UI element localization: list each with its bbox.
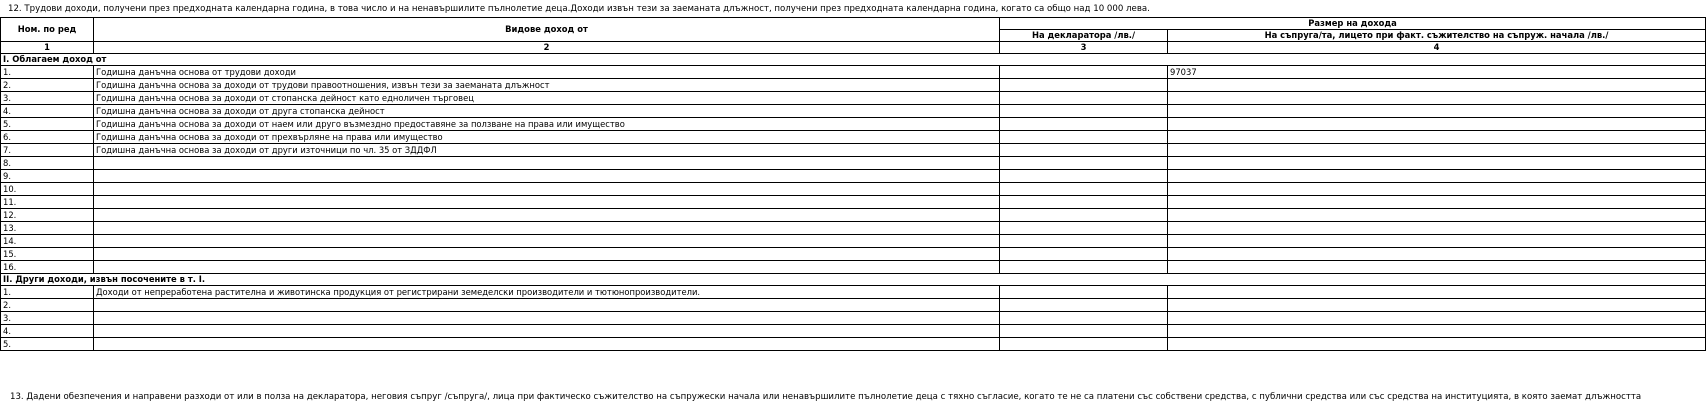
spouse-amount — [1168, 170, 1706, 183]
row-number: 5. — [1, 338, 94, 351]
spouse-amount — [1168, 235, 1706, 248]
table-row — [1, 118, 1706, 131]
declarant-amount — [1000, 235, 1168, 248]
section-12-heading: 12. Трудови доходи, получени през предходната календарна година, в това число и на ненавършилите пълнолетие деца.Доходи извън тези за заеманата длъжност, получени през предходната календарна година, когато са общо над 10 000 лева. — [8, 4, 1150, 14]
row-label — [94, 222, 1000, 235]
declarant-amount — [1000, 92, 1168, 105]
row-number: 12. — [1, 209, 94, 222]
col-index: 1 — [1, 42, 94, 54]
table-row — [1, 157, 1706, 170]
spouse-amount — [1168, 144, 1706, 157]
declarant-amount — [1000, 338, 1168, 351]
col-header-income-type: Видове доход от — [94, 18, 1000, 42]
row-label — [94, 209, 1000, 222]
row-label: Годишна данъчна основа за доходи от други източници по чл. 35 от ЗДДФЛ — [94, 144, 1000, 157]
declarant-amount — [1000, 144, 1168, 157]
row-number: 14. — [1, 235, 94, 248]
col-index: 4 — [1168, 42, 1706, 54]
row-number: 15. — [1, 248, 94, 261]
spouse-amount — [1168, 92, 1706, 105]
table-row — [1, 131, 1706, 144]
spouse-amount — [1168, 312, 1706, 325]
row-number: 5. — [1, 118, 94, 131]
table-row — [1, 286, 1706, 299]
spouse-amount — [1168, 222, 1706, 235]
table-row — [1, 183, 1706, 196]
table-row — [1, 170, 1706, 183]
section-title: II. Други доходи, извън посочените в т. I. — [1, 274, 1706, 286]
row-number: 4. — [1, 105, 94, 118]
row-number: 7. — [1, 144, 94, 157]
spouse-amount — [1168, 299, 1706, 312]
spouse-amount — [1168, 286, 1706, 299]
declarant-amount — [1000, 209, 1168, 222]
declarant-amount — [1000, 131, 1168, 144]
row-label — [94, 157, 1000, 170]
table-row — [1, 209, 1706, 222]
row-number: 16. — [1, 261, 94, 274]
spouse-amount — [1168, 131, 1706, 144]
col-index: 3 — [1000, 42, 1168, 54]
declarant-amount — [1000, 196, 1168, 209]
table-row — [1, 261, 1706, 274]
declarant-amount — [1000, 299, 1168, 312]
declarant-amount — [1000, 286, 1168, 299]
spouse-amount: 97037 — [1168, 66, 1706, 79]
row-number: 10. — [1, 183, 94, 196]
col-header-declarant: На декларатора /лв./ — [1000, 30, 1168, 42]
row-number: 2. — [1, 299, 94, 312]
spouse-amount — [1168, 325, 1706, 338]
table-row — [1, 105, 1706, 118]
row-label — [94, 183, 1000, 196]
row-number: 13. — [1, 222, 94, 235]
declarant-amount — [1000, 105, 1168, 118]
declarant-amount — [1000, 222, 1168, 235]
spouse-amount — [1168, 79, 1706, 92]
col-index: 2 — [94, 42, 1000, 54]
row-label — [94, 170, 1000, 183]
declarant-amount — [1000, 248, 1168, 261]
table-row — [1, 144, 1706, 157]
table-row — [1, 66, 1706, 79]
declarant-amount — [1000, 261, 1168, 274]
spouse-amount — [1168, 183, 1706, 196]
declarant-amount — [1000, 157, 1168, 170]
table-row — [1, 299, 1706, 312]
row-label — [94, 261, 1000, 274]
spouse-amount — [1168, 196, 1706, 209]
row-number: 2. — [1, 79, 94, 92]
table-row — [1, 248, 1706, 261]
declarant-amount — [1000, 79, 1168, 92]
table-row — [1, 325, 1706, 338]
declarant-amount — [1000, 183, 1168, 196]
row-label: Доходи от непреработена растителна и животинска продукция от регистрирани земеделски производители и тютюнопроизводители. — [94, 286, 1000, 299]
row-number: 1. — [1, 286, 94, 299]
col-header-number: Ном. по ред — [1, 18, 94, 42]
row-label: Годишна данъчна основа за доходи от наем или друго възмездно предоставяне за ползване на права или имущество — [94, 118, 1000, 131]
table-row — [1, 92, 1706, 105]
row-number: 3. — [1, 312, 94, 325]
row-number: 9. — [1, 170, 94, 183]
table-row — [1, 79, 1706, 92]
row-number: 6. — [1, 131, 94, 144]
section-row — [1, 274, 1706, 286]
row-label: Годишна данъчна основа за доходи от трудови правоотношения, извън тези за заеманата длъжност — [94, 79, 1000, 92]
spouse-amount — [1168, 261, 1706, 274]
income-table — [0, 17, 1706, 351]
spouse-amount — [1168, 209, 1706, 222]
section-13-heading: 13. Дадени обезпечения и направени разходи от или в полза на декларатора, неговия съпруг /съпруга/, лица при фактическо съжителство на съпружески начала или ненавършилите пълнолетие деца с тяхно съгласие, когато те не са платени със собствени средства, с публични средства или със средства на институцията, в която заемат длъжността — [10, 392, 1642, 402]
declarant-amount — [1000, 66, 1168, 79]
row-number: 3. — [1, 92, 94, 105]
row-label — [94, 196, 1000, 209]
spouse-amount — [1168, 105, 1706, 118]
row-label: Годишна данъчна основа за доходи от стопанска дейност като едноличен търговец — [94, 92, 1000, 105]
row-number: 4. — [1, 325, 94, 338]
col-header-spouse: На съпруга/та, лицето при факт. съжителство на съпруж. начала /лв./ — [1168, 30, 1706, 42]
spouse-amount — [1168, 338, 1706, 351]
spouse-amount — [1168, 248, 1706, 261]
declarant-amount — [1000, 325, 1168, 338]
col-header-income-size: Размер на дохода — [1000, 18, 1706, 30]
row-number: 8. — [1, 157, 94, 170]
row-label — [94, 338, 1000, 351]
section-title: I. Облагаем доход от — [1, 54, 1706, 66]
table-row — [1, 235, 1706, 248]
table-row — [1, 196, 1706, 209]
declarant-amount — [1000, 170, 1168, 183]
row-number: 1. — [1, 66, 94, 79]
row-label: Годишна данъчна основа за доходи от друга стопанска дейност — [94, 105, 1000, 118]
row-label — [94, 325, 1000, 338]
table-row — [1, 338, 1706, 351]
row-label — [94, 235, 1000, 248]
row-number: 11. — [1, 196, 94, 209]
row-label — [94, 248, 1000, 261]
section-row — [1, 54, 1706, 66]
declarant-amount — [1000, 118, 1168, 131]
table-row — [1, 312, 1706, 325]
row-label: Годишна данъчна основа от трудови доходи — [94, 66, 1000, 79]
declarant-amount — [1000, 312, 1168, 325]
row-label: Годишна данъчна основа за доходи от прехвърляне на права или имущество — [94, 131, 1000, 144]
spouse-amount — [1168, 118, 1706, 131]
row-label — [94, 299, 1000, 312]
row-label — [94, 312, 1000, 325]
spouse-amount — [1168, 157, 1706, 170]
table-row — [1, 222, 1706, 235]
